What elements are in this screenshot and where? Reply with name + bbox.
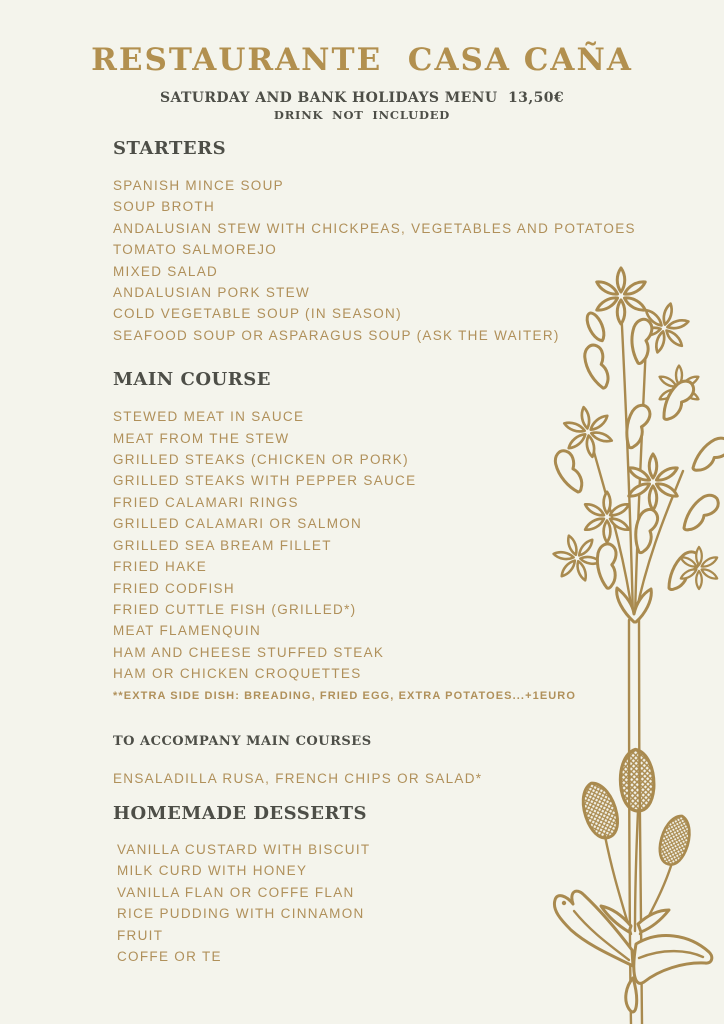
menu-item: GRILLED CALAMARI OR SALMON [113,516,363,532]
accompany-heading: TO ACCOMPANY MAIN COURSES [113,733,372,749]
menu-item: MILK CURD WITH HONEY [117,863,308,879]
menu-item: FRUIT [117,927,164,943]
menu-item: FRIED HAKE [113,559,208,575]
menu-item: GRILLED STEAKS WITH PEPPER SAUCE [113,473,417,489]
menu-item: ANDALUSIAN PORK STEW [113,285,311,301]
menu-item: ENSALADILLA RUSA, FRENCH CHIPS OR SALAD* [113,770,483,786]
desserts-heading: HOMEMADE DESSERTS [113,802,368,824]
menu-item: FRIED CUTTLE FISH (GRILLED*) [113,601,357,617]
starters-list [113,175,653,346]
section-main-course [113,369,653,704]
menu-item: VANILLA FLAN OR COFFE FLAN [117,884,355,900]
menu-item: GRILLED STEAKS (CHICKEN OR PORK) [113,452,409,468]
menu-item: COFFE OR TE [117,948,222,964]
section-desserts [113,803,653,967]
menu-item: SPANISH MINCE SOUP [113,178,284,193]
menu-item: RICE PUDDING WITH CINNAMON [117,906,365,922]
menu-item: SOUP BROTH [113,199,216,215]
menu-item: STEWED MEAT IN SAUCE [113,409,305,425]
menu-item: GRILLED SEA BREAM FILLET [113,537,332,553]
menu-item: HAM OR CHICKEN CROQUETTES [113,666,362,682]
section-accompany [113,734,653,789]
menu-item: MEAT FROM THE STEW [113,430,290,446]
starters-heading: STARTERS [113,138,227,159]
menu-item: ANDALUSIAN STEW WITH CHICKPEAS, VEGETABLES AND POTATOES [113,220,636,236]
main-course-list [113,406,653,684]
menu-item: FRIED CALAMARI RINGS [113,494,299,510]
extra-side-dish-footnote: **EXTRA SIDE DISH: BREADING, FRIED EGG, EXTRA POTATOES...+1EURO [113,689,577,702]
menu-item: SEAFOOD SOUP OR ASPARAGUS SOUP (ASK THE WAITER) [113,327,560,343]
restaurant-title: RESTAURANTE CASA CAÑA [91,42,633,78]
desserts-list [113,839,653,967]
menu-item: MEAT FLAMENQUIN [113,623,262,639]
main-course-heading: MAIN COURSE [113,369,271,391]
menu-item: MIXED SALAD [113,263,219,279]
section-starters [113,138,653,346]
menu-subtitle: SATURDAY AND BANK HOLIDAYS MENU 13,50€ [159,90,565,106]
menu-item: HAM AND CHEESE STUFFED STEAK [113,644,385,660]
menu-body [113,138,653,967]
menu-item: TOMATO SALMOREJO [113,242,278,258]
accompany-list [113,768,653,789]
menu-item: VANILLA CUSTARD WITH BISCUIT [117,841,371,857]
drink-note: DRINK NOT INCLUDED [273,108,451,122]
menu-item: COLD VEGETABLE SOUP (IN SEASON) [113,306,402,322]
menu-item: FRIED CODFISH [113,580,235,596]
